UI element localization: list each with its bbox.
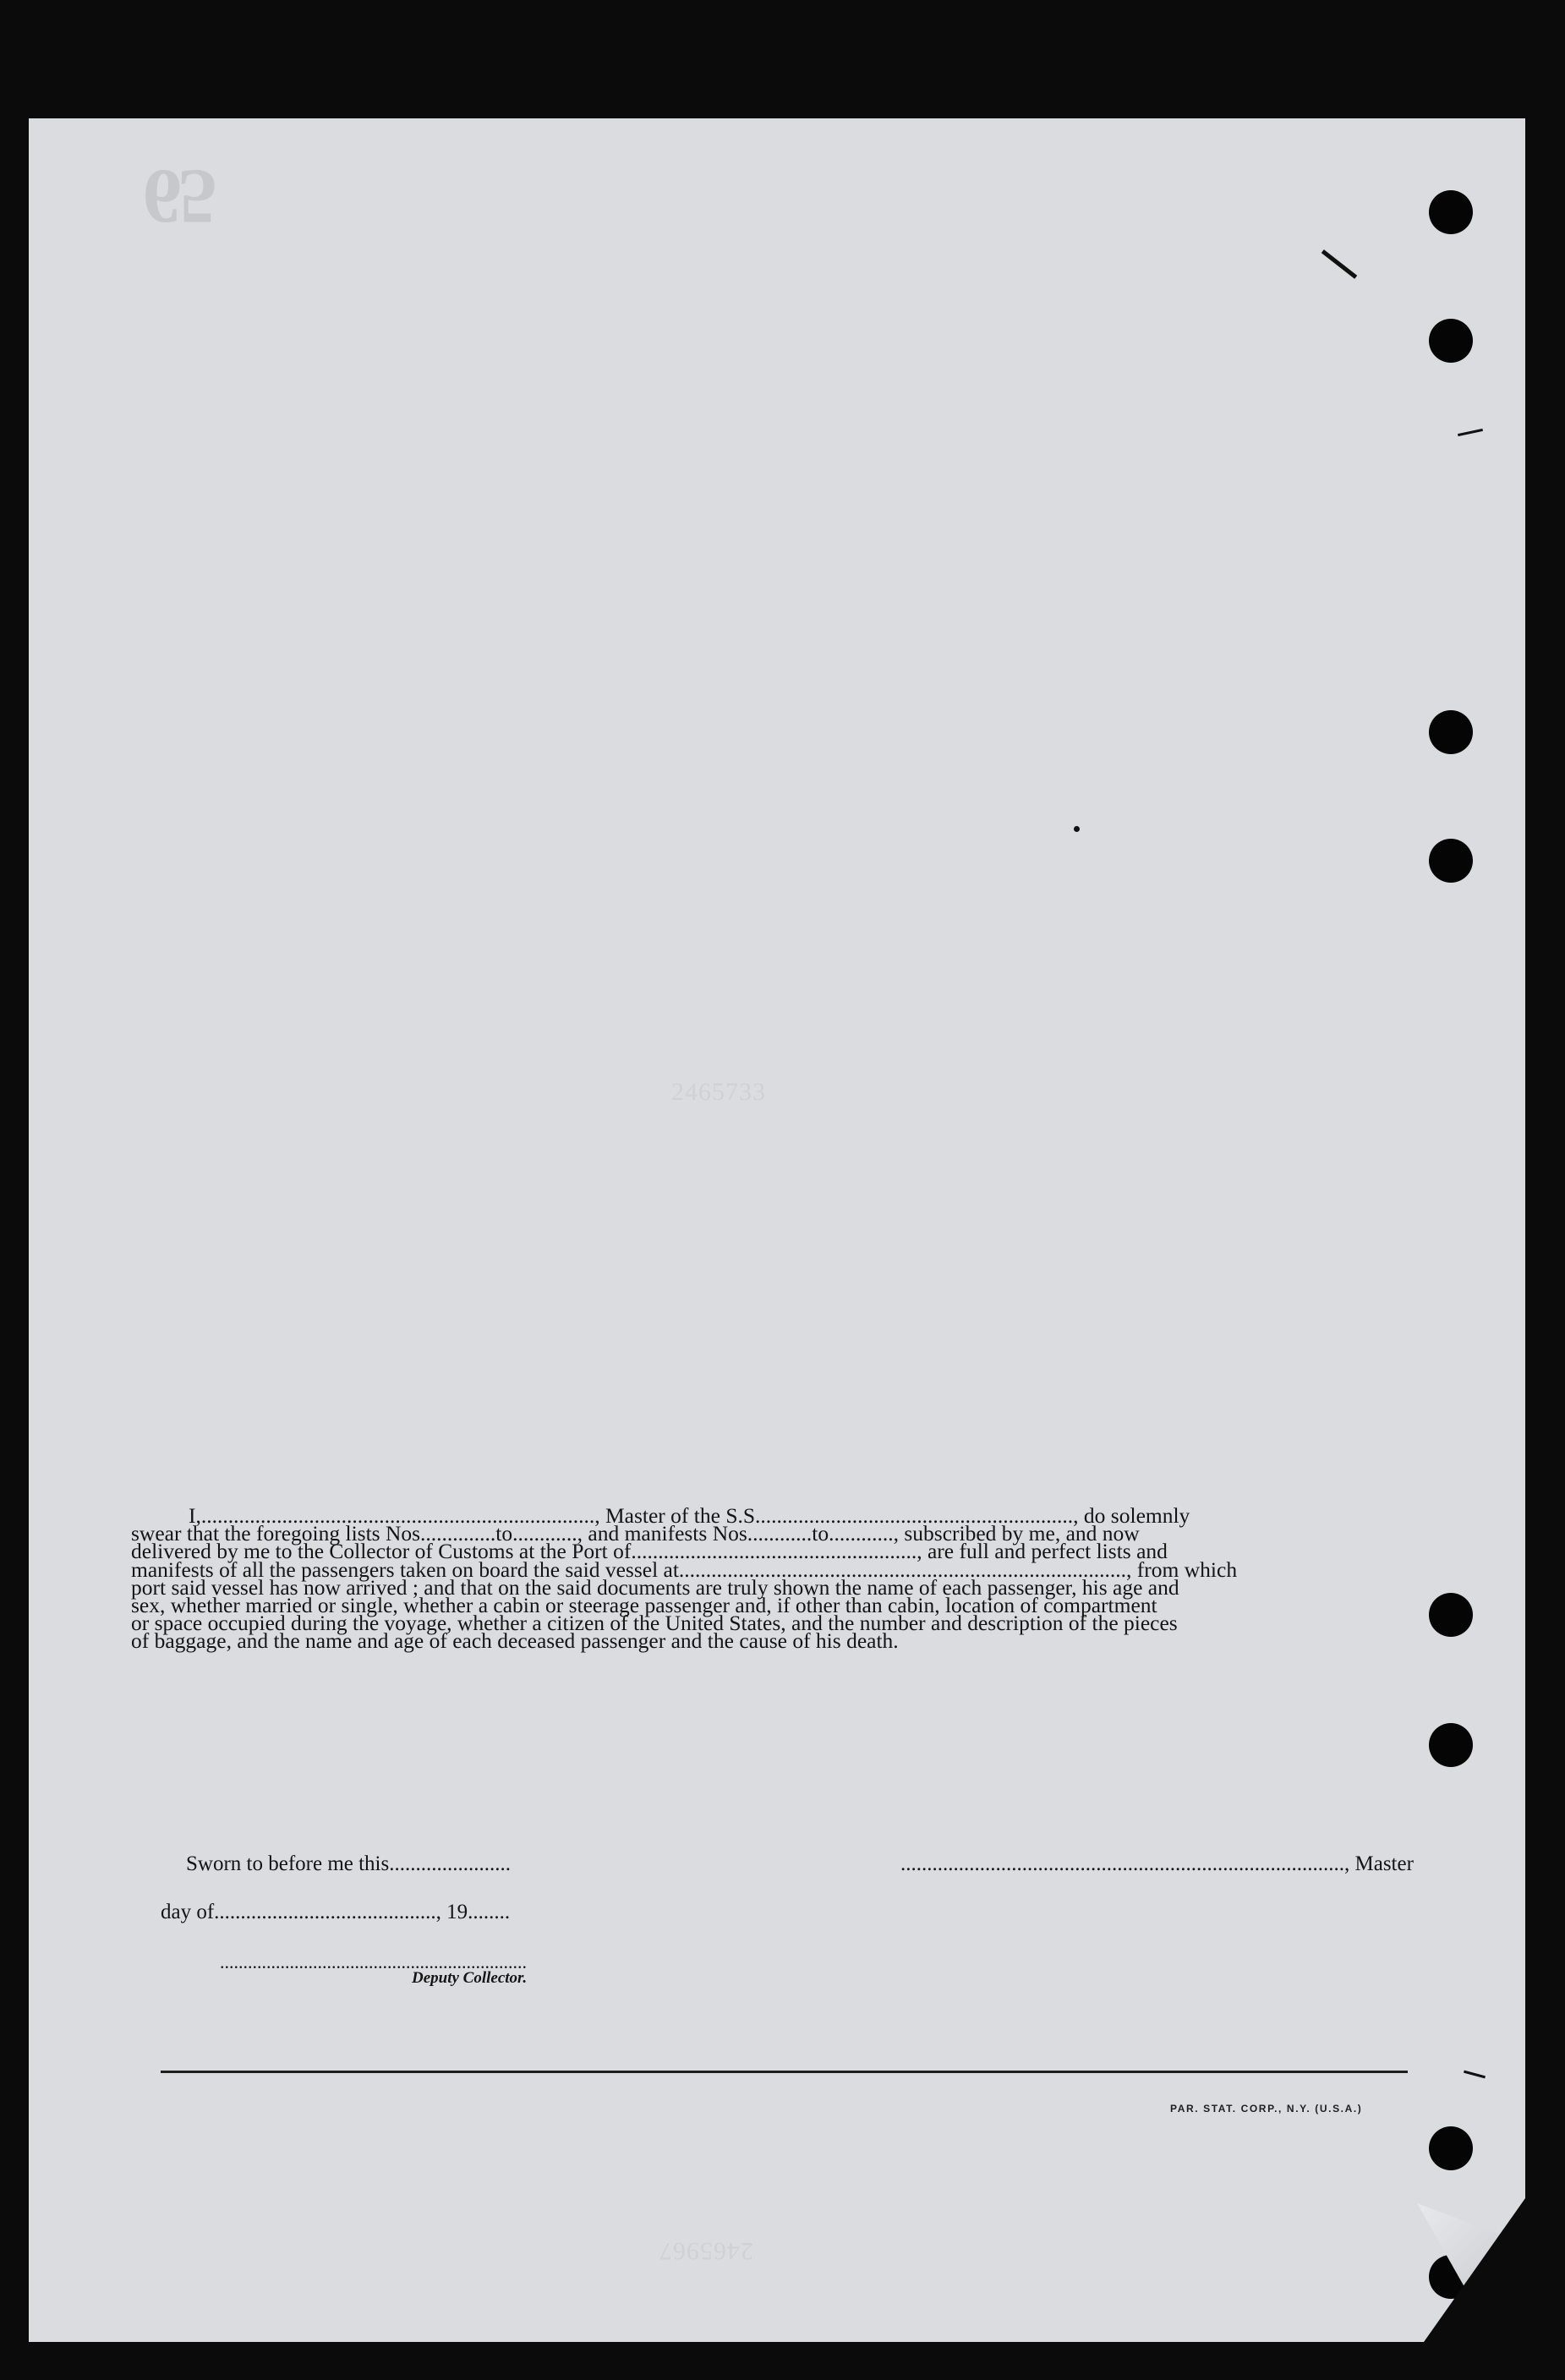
document-sheet xyxy=(29,118,1525,2342)
date-line: day of.........................................., 19........ xyxy=(161,1901,511,1923)
oath-line: swear that the foregoing lists Nos..............to............, and manifests Nos............to............, subscribed by me, and now xyxy=(131,1521,1140,1546)
punch-hole xyxy=(1429,2126,1473,2170)
printer-imprint: PAR. STAT. CORP., N.Y. (U.S.A.) xyxy=(1170,2103,1363,2115)
faint-stamp-number: 2465733 xyxy=(671,1078,766,1106)
horizontal-rule xyxy=(161,2071,1408,2073)
punch-hole xyxy=(1429,1593,1473,1637)
punch-hole xyxy=(1429,710,1473,754)
ink-mark xyxy=(1074,826,1080,832)
punch-hole xyxy=(1429,839,1473,883)
oath-line: sex, whether married or single, whether a cabin or steerage passenger and, if other than cabin, location of compartment xyxy=(131,1593,1157,1618)
folded-corner-shadow xyxy=(1424,2198,1525,2342)
punch-hole xyxy=(1429,190,1473,234)
oath-line: port said vessel has now arrived ; and that on the said documents are truly shown the name of each passenger, his age and xyxy=(131,1574,1179,1600)
master-signature-line: ...................................................................................., Master xyxy=(900,1852,1414,1875)
deputy-collector-label: Deputy Collector. xyxy=(412,1969,528,1987)
oath-line: or space occupied during the voyage, whether a citizen of the United States, and the number and description of the pieces xyxy=(131,1611,1178,1636)
punch-hole xyxy=(1429,1723,1473,1767)
oath-line: delivered by me to the Collector of Customs at the Port of....................................................., are full and perfect lists and xyxy=(131,1539,1168,1564)
oath-paragraph xyxy=(131,1503,1408,1654)
faint-stamp-number-bottom: 2465967 xyxy=(659,2237,753,2265)
ink-mark xyxy=(1458,429,1483,436)
sworn-before-line: Sworn to before me this....................... xyxy=(186,1852,511,1875)
oath-line: I,........................................................................., Master of the S.S..........................................................., do solemnly xyxy=(189,1503,1190,1528)
ink-mark xyxy=(1321,249,1357,279)
page-number: 65 xyxy=(143,154,214,240)
deputy-signature-line: .................................................................. xyxy=(220,1951,527,1972)
ink-mark xyxy=(1464,2071,1486,2079)
punch-hole xyxy=(1429,319,1473,363)
oath-line: of baggage, and the name and age of each deceased passenger and the cause of his death. xyxy=(131,1628,899,1654)
oath-line: manifests of all the passengers taken on board the said vessel at..................................................................................., from which xyxy=(131,1557,1238,1582)
